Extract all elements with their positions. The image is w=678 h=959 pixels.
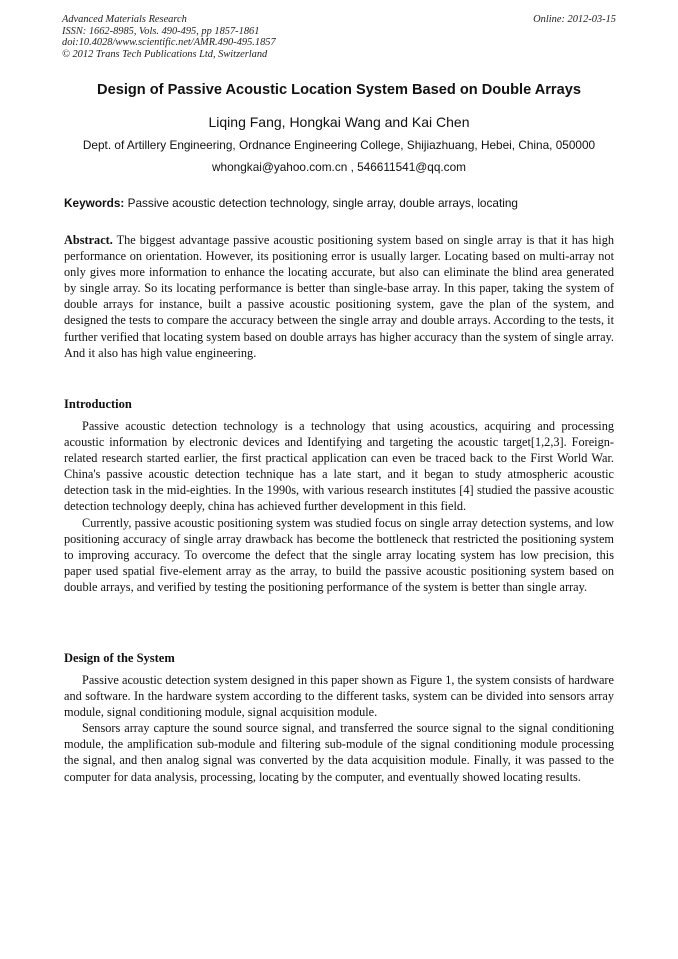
introduction-body [64, 418, 614, 595]
journal-name: Advanced Materials Research [62, 14, 187, 25]
journal-issn: ISSN: 1662-8985, Vols. 490-495, pp 1857-1861 [62, 25, 260, 37]
paper-affiliation: Dept. of Artillery Engineering, Ordnance Engineering College, Shijiazhuang, Hebei, China, 050000 [82, 138, 596, 152]
abstract [64, 232, 614, 361]
design-paragraph-2: Sensors array capture the sound source signal, and transferred the source signal to the signal conditioning module, the amplification sub-module and filtering sub-module of the signal conditioning module processing the signal, and then analog signal was converted by the data acquisition module. Finally, it was passed to the computer for data analysis, processing, locating by the computer, and eventually showed locating results. [64, 721, 614, 784]
intro-paragraph-2: Currently, passive acoustic positioning system was studied focus on single array detection systems, and low positioning accuracy of single array drawback has become the bottleneck that restricted the positioning system to improving accuracy. To overcome the defect that the single array locating system has low precision, this paper used spatial five-element array as the array, to build the passive acoustic positioning system based on double arrays, and verified by testing the positioning performance of the system is better than single array. [64, 515, 614, 594]
keywords [64, 196, 624, 210]
intro-paragraph-1: Passive acoustic detection technology is a technology that using acoustics, acquiring and processing acoustic information by electronic devices and Identifying and targeting the acoustic target[1,2,3]. Foreign-related research started earlier, the first practical application can even be traced back to the First World War. China's passive acoustic detection technique has a late start, and it began to study atmospheric acoustic detection task in the mid-eighties. In the 1990s, with various research institutes [4] studied the passive acoustic detection technology deeply, china has achieved further development in this field. [64, 419, 614, 514]
design-paragraph-1: Passive acoustic detection system designed in this paper shown as Figure 1, the system consists of hardware and software. In the hardware system according to the different tasks, system can be divided into sensors array module, signal conditioning module, signal acquisition module. [64, 673, 614, 720]
paper-authors: Liqing Fang, Hongkai Wang and Kai Chen [208, 114, 470, 130]
section-heading-introduction: Introduction [64, 397, 132, 411]
paper-title: Design of Passive Acoustic Location System Based on Double Arrays [97, 82, 581, 98]
author-emails: whongkai@yahoo.com.cn , 546611541@qq.com [212, 160, 466, 174]
abstract-label: Abstract. [64, 233, 113, 247]
journal-header [62, 14, 616, 60]
abstract-text: The biggest advantage passive acoustic positioning system based on single array is that it has high performance on orientation. However, its positioning error is usually larger. Locating based on multi-array not only gives more information to enhance the locating accurate, but also can eliminate the blind area generated by single array. So its locating performance is better than single-base array. In this paper, taking the system of double arrays for instance, built a passive acoustic positioning system, gave the plan of the system, and designed the tests to compare the accuracy between the single array and double arrays. According to the tests, it further verified that locating system based on double arrays has higher accuracy than the system of single array. And it also has high value engineering. [64, 233, 614, 360]
section-heading-design: Design of the System [64, 651, 175, 665]
design-body [64, 672, 614, 785]
copyright-line: © 2012 Trans Tech Publications Ltd, Switzerland [62, 48, 268, 60]
keywords-text: Passive acoustic detection technology, single array, double arrays, locating [124, 196, 518, 210]
journal-doi: doi:10.4028/www.scientific.net/AMR.490-495.1857 [62, 37, 276, 49]
keywords-label: Keywords: [64, 196, 125, 210]
online-date: Online: 2012-03-15 [533, 14, 616, 25]
